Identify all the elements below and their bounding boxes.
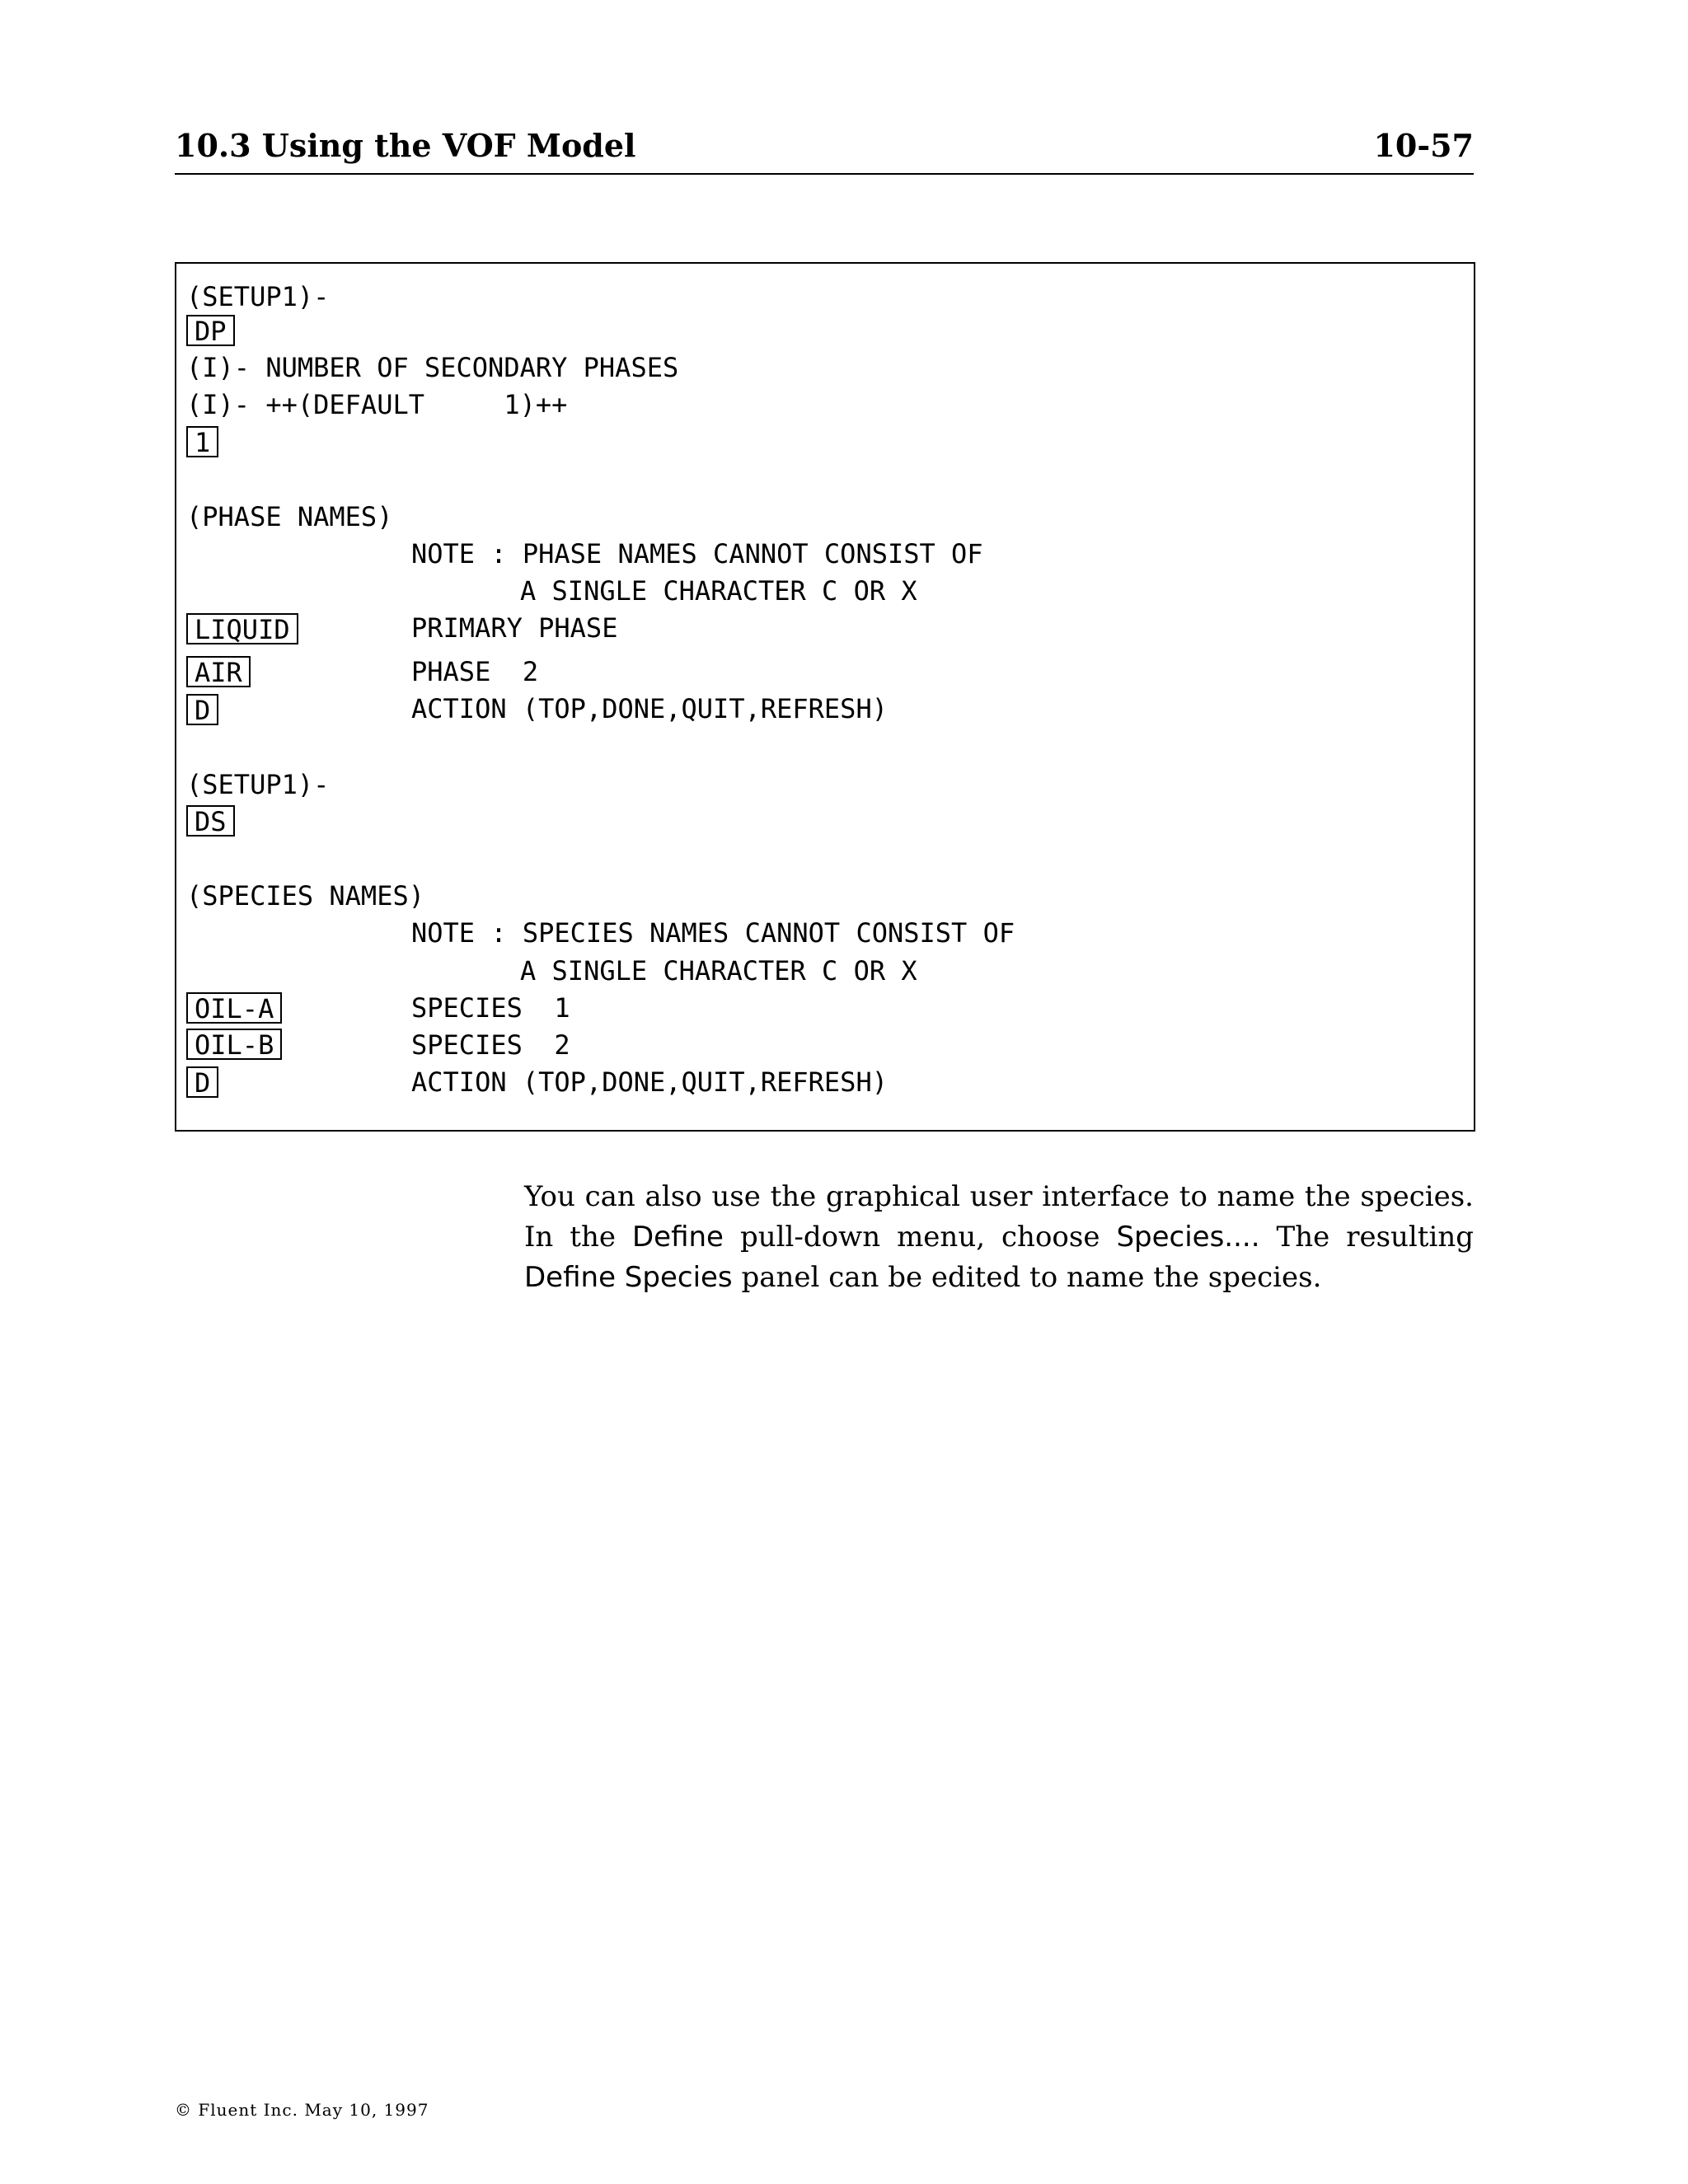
phase-note-line-2: A SINGLE CHARACTER C OR X <box>520 575 917 607</box>
paragraph-text: panel can be edited to name the species. <box>732 1261 1322 1294</box>
paragraph-text: pull-down menu, choose <box>723 1221 1117 1254</box>
paragraph-text: You can also use the graphical user interface to name the species. In the <box>524 1180 1474 1254</box>
species-2-label: SPECIES 2 <box>411 1029 570 1061</box>
prompt-number-secondary-phases: (I)- NUMBER OF SECONDARY PHASES <box>186 352 679 383</box>
gui-species-paragraph <box>524 1177 1474 1298</box>
page-header <box>175 124 1474 175</box>
page-number: 10-57 <box>1373 127 1474 164</box>
action-prompt: ACTION (TOP,DONE,QUIT,REFRESH) <box>411 693 888 724</box>
paragraph-text: The resulting <box>1259 1221 1475 1254</box>
terminal-session-box <box>175 262 1475 1132</box>
primary-phase-label: PRIMARY PHASE <box>411 612 618 644</box>
user-input-dp: DP <box>186 315 235 346</box>
panel-name-define-species: Define Species <box>524 1261 733 1294</box>
user-input-air: AIR <box>186 656 251 687</box>
menu-item-species: Species.... <box>1116 1221 1260 1254</box>
menu-name-define: Define <box>631 1221 724 1254</box>
user-input-1: 1 <box>186 426 218 457</box>
species-note-line-1: NOTE : SPECIES NAMES CANNOT CONSIST OF <box>411 917 1015 949</box>
prompt-default: (I)- ++(DEFAULT 1)++ <box>186 389 568 420</box>
prompt-setup1: (SETUP1)- <box>186 769 330 800</box>
section-title: 10.3 Using the VOF Model <box>175 127 636 164</box>
phase-2-label: PHASE 2 <box>411 656 539 687</box>
user-input-ds: DS <box>186 805 235 837</box>
user-input-oil-a: OIL-A <box>186 992 282 1024</box>
species-1-label: SPECIES 1 <box>411 992 570 1024</box>
user-input-liquid: LIQUID <box>186 613 298 644</box>
prompt-setup1: (SETUP1)- <box>186 281 330 312</box>
user-input-d: D <box>186 1066 218 1098</box>
action-prompt: ACTION (TOP,DONE,QUIT,REFRESH) <box>411 1066 888 1098</box>
user-input-oil-b: OIL-B <box>186 1029 282 1060</box>
species-note-line-2: A SINGLE CHARACTER C OR X <box>520 955 917 987</box>
user-input-d: D <box>186 694 218 725</box>
heading-species-names: (SPECIES NAMES) <box>186 880 424 912</box>
phase-note-line-1: NOTE : PHASE NAMES CANNOT CONSIST OF <box>411 538 983 569</box>
heading-phase-names: (PHASE NAMES) <box>186 501 393 532</box>
page-footer: © Fluent Inc. May 10, 1997 <box>175 2100 429 2120</box>
